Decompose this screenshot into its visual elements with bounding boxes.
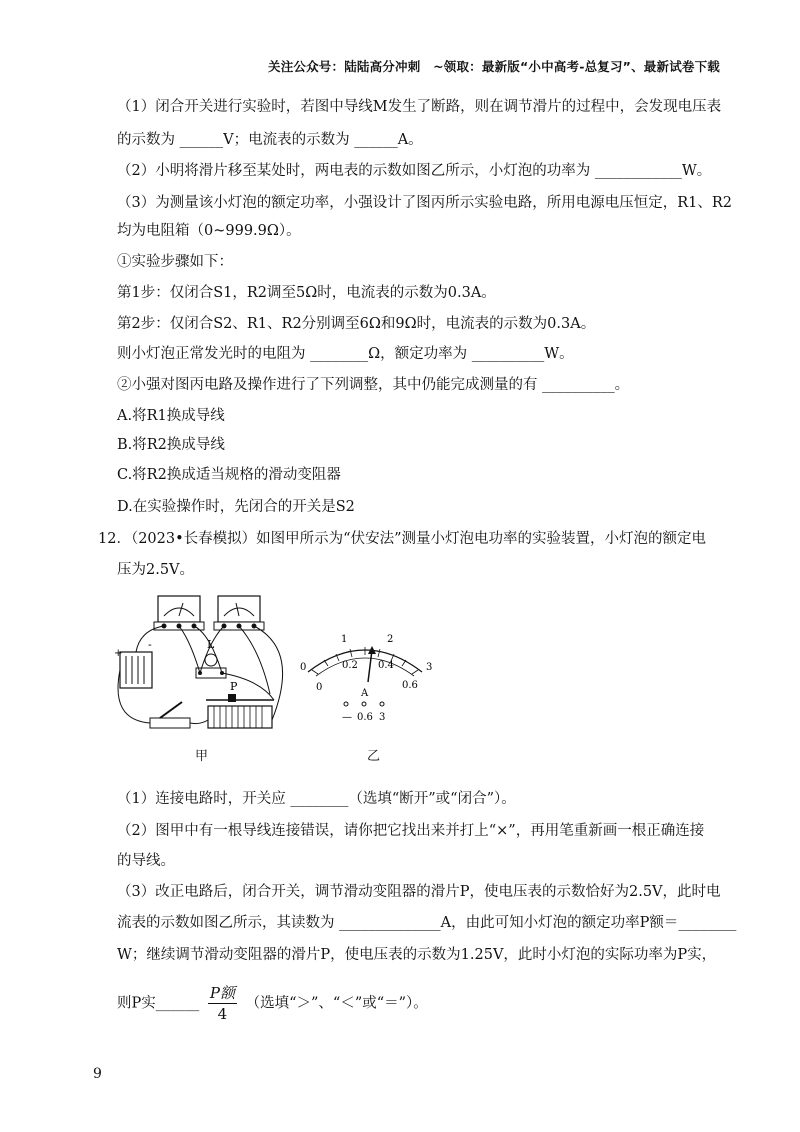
fraction-denominator: 4 bbox=[217, 1005, 228, 1023]
text-line: （2）小明将滑片移至某处时，两电表的示数如图乙所示，小灯泡的功率为 ____________W。 bbox=[117, 163, 712, 179]
final-text-start: 则P实______ bbox=[117, 995, 200, 1012]
figure-caption-b: 乙 bbox=[367, 749, 381, 764]
text-line: 第2步：仅闭合S2、R1、R2分别调至6Ω和9Ω时，电流表的示数为0.3A。 bbox=[117, 316, 596, 332]
inner-tick-label: 0.6 bbox=[402, 680, 418, 691]
text-line: （3）为测量该小灯泡的额定功率，小强设计了图丙所示实验电路，所用电源电压恒定，R1、R2 bbox=[117, 195, 733, 211]
switch-icon bbox=[150, 702, 190, 728]
inner-tick-label: 0 bbox=[316, 682, 323, 693]
text-line: 则小灯泡正常发光时的电阻为 ________Ω，额定功率为 __________W。 bbox=[117, 346, 574, 362]
q12-part-2: （2）图甲中有一根导线连接错误，请你把它找出来并打上“×”，再用笔重新画一根正确连接 bbox=[117, 823, 705, 839]
option-b: B.将R2换成导线 bbox=[117, 437, 225, 453]
q12-part-3-final bbox=[117, 983, 428, 1024]
outer-tick-label: 0 bbox=[300, 662, 307, 673]
needle bbox=[368, 650, 372, 682]
option-a: A.将R1换成导线 bbox=[117, 408, 225, 424]
q12-part-3-cont: W；继续调节滑动变阻器的滑片P，使电压表的示数为1.25V，此时小灯泡的实际功率为P实， bbox=[117, 947, 717, 963]
fraction bbox=[208, 983, 237, 1024]
fraction-numerator: P额 bbox=[209, 984, 235, 1002]
text-line: 的示数为 ______V；电流表的示数为 ______A。 bbox=[117, 132, 423, 148]
ammeter-dial bbox=[300, 634, 432, 723]
meter-unit-label: A bbox=[361, 688, 369, 699]
battery-icon bbox=[114, 638, 152, 688]
figure-caption-a: 甲 bbox=[195, 749, 209, 764]
outer-tick-label: 1 bbox=[341, 634, 348, 645]
ammeter-device-icon bbox=[214, 596, 264, 630]
text-line: 均为电阻箱（0~999.9Ω）。 bbox=[117, 223, 301, 239]
inner-tick-label: 0.2 bbox=[342, 660, 358, 671]
experiment-figure bbox=[110, 590, 450, 760]
voltmeter-icon bbox=[154, 596, 204, 630]
question-12-stem-cont: 压为2.5V。 bbox=[117, 562, 195, 578]
rheostat-icon bbox=[206, 680, 274, 728]
outer-tick-label: 2 bbox=[387, 634, 394, 645]
q12-part-1: （1）连接电路时，开关应 ________（选填“断开”或“闭合”）。 bbox=[117, 791, 516, 807]
option-c: C.将R2换成适当规格的滑动变阻器 bbox=[117, 467, 341, 483]
battery-plus-label: + bbox=[114, 648, 123, 659]
page-header: 关注公众号：陆陆高分冲刺 ~领取：最新版“小中高考-总复习”、最新试卷下载 bbox=[268, 59, 720, 74]
page-number: 9 bbox=[93, 1066, 102, 1082]
q12-part-2-cont: 的导线。 bbox=[117, 853, 175, 869]
text-line: （1）闭合开关进行实验时，若图中导线M发生了断路，则在调节滑片的过程中，会发现电压表 bbox=[117, 99, 722, 115]
option-d: D.在实验操作时，先闭合的开关是S2 bbox=[117, 499, 355, 515]
final-text-end: （选填“＞”、“＜”或“＝”）。 bbox=[245, 995, 428, 1012]
outer-tick-label: 3 bbox=[426, 662, 433, 673]
terminal-label: 0.6 bbox=[357, 712, 373, 723]
text-line: ②小强对图丙电路及操作进行了下列调整，其中仍能完成测量的有 __________。 bbox=[117, 377, 630, 393]
inner-tick-label: 0.4 bbox=[378, 660, 394, 671]
q12-part-3: （3）改正电路后，闭合开关，调节滑动变阻器的滑片P，使电压表的示数恰好为2.5V，此时电 bbox=[117, 884, 721, 900]
terminal-label: — bbox=[342, 712, 352, 723]
text-line: 第1步：仅闭合S1，R2调至5Ω时，电流表的示数为0.3A。 bbox=[117, 285, 496, 301]
question-12-stem: 12．（2023•长春模拟）如图甲所示为“伏安法”测量小灯泡电功率的实验装置，小灯泡的额定电 bbox=[98, 531, 706, 547]
terminal-label: 3 bbox=[379, 712, 386, 723]
bulb-label: L bbox=[207, 638, 215, 651]
battery-minus-label: - bbox=[148, 638, 152, 651]
q12-part-3-cont: 流表的示数如图乙所示，其读数为 ______________A，由此可知小灯泡的额定功率P额＝________ bbox=[117, 915, 737, 931]
text-line: ①实验步骤如下： bbox=[117, 254, 233, 270]
slider-label: P bbox=[230, 680, 238, 693]
